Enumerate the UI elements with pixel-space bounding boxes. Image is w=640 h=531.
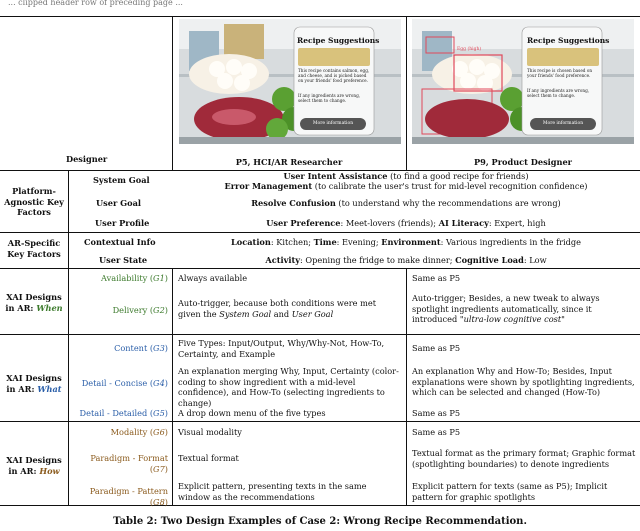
group-what: XAI Designs in AR: What — [6, 373, 62, 394]
availability-p9: Same as P5 — [412, 273, 461, 283]
table-caption: Table 2: Two Design Examples of Case 2: Wrong Recipe Recommendation. — [113, 516, 527, 527]
ar-card-hint-p9: If any ingredients are wrong, select them to change. — [527, 88, 590, 98]
group-when: XAI Designs in AR: When — [5, 292, 63, 313]
system-goal-line1: User Intent Assistance (to find a good recipe for friends) — [283, 171, 529, 181]
row-label-user-profile: User Profile — [95, 218, 150, 228]
group-how: XAI Designs in AR: How — [6, 455, 62, 476]
row-label-delivery: Delivery (G2) — [112, 305, 168, 315]
clipped-top-text: ... clipped header row of preceding page ... — [8, 0, 183, 7]
row-label-contextual-info: Contextual Info — [84, 237, 156, 247]
ar-card-body-p5: This recipe contains salmon, egg, and cheese, and is picked based on your friends' food preference. — [298, 68, 370, 83]
row-label-detail-concise: Detail - Concise (G4) — [81, 378, 168, 388]
paradigm-pattern-p5: Explicit pattern, presenting texts in the same window as the recommendations — [178, 481, 367, 502]
group-platform-agnostic: Platform-Agnostic Key Factors — [4, 186, 64, 217]
user-state-value: Activity: Opening the fridge to make dinner; Cognitive Load: Low — [265, 255, 547, 265]
group-ar-specific: AR-Specific Key Factors — [7, 238, 61, 259]
row-label-user-goal: User Goal — [96, 198, 141, 208]
modality-p9: Same as P5 — [412, 427, 461, 437]
detail-detailed-p9: Same as P5 — [412, 408, 461, 418]
ar-card-body-p9: This recipe is chosen based on your friends' food preference. — [527, 68, 593, 78]
ar-card-title-p5: Recipe Suggestions — [297, 36, 380, 45]
row-label-paradigm-format: Paradigm - Format (G7) — [90, 453, 168, 474]
delivery-p9: Auto-trigger; Besides, a new tweak to always spotlight ingredients automatically, since it introduced "ultra-low cognitive cost" — [412, 293, 600, 324]
system-goal-line2: Error Management (to calibrate the user's trust for mid-level recognition confidence) — [224, 181, 588, 191]
ar-card-title-p9: Recipe Suggestions — [527, 36, 610, 45]
detail-concise-p9: An explanation Why and How-To; Besides, Input explanations were shown by spotlighting ingredients, which can be selected and changed (How-To) — [412, 366, 635, 397]
header-designer: Designer — [66, 154, 108, 164]
header-p5: P5, HCI/AR Researcher — [235, 157, 343, 167]
detail-concise-p5: An explanation merging Why, Input, Certainty (color-coding to show ingredient with a mid-level confidence), and How-To (selecting ingredients to change) — [178, 366, 399, 408]
paradigm-pattern-p9: Explicit pattern for texts (same as P5); Implicit pattern for graphic spotlights — [412, 481, 608, 502]
detail-detailed-p5: A drop down menu of the five types — [178, 408, 326, 418]
contextual-info-value: Location: Kitchen; Time: Evening; Environment: Various ingredients in the fridge — [231, 237, 581, 247]
row-label-detail-detailed: Detail - Detailed (G5) — [79, 408, 168, 418]
row-label-user-state: User State — [99, 255, 148, 265]
row-label-availability: Availability (G1) — [101, 273, 168, 283]
row-label-system-goal: System Goal — [93, 175, 150, 185]
ar-card-hint-p5: If any ingredients are wrong, select them to change. — [298, 93, 361, 103]
availability-p5: Always available — [178, 273, 248, 283]
row-label-modality: Modality (G6) — [110, 427, 168, 437]
ar-more-info-button-p9[interactable]: More information — [530, 118, 596, 130]
ar-spotlight-tag-p9[interactable]: Egg (high) — [457, 47, 482, 52]
ar-more-info-button-p5[interactable]: More information — [300, 118, 366, 130]
paradigm-format-p9: Textual format as the primary format; Graphic format (spotlighting boundaries) to denote ingredients — [412, 448, 636, 469]
content-p5: Five Types: Input/Output, Why/Why-Not, How-To, Certainty, and Example — [178, 338, 385, 359]
row-label-content: Content (G3) — [114, 343, 168, 353]
delivery-p5: Auto-trigger, because both conditions were met given the System Goal and User Goal — [178, 298, 377, 319]
row-label-paradigm-pattern: Paradigm - Pattern (G8) — [89, 486, 168, 507]
modality-p5: Visual modality — [178, 427, 242, 437]
content-p9: Same as P5 — [412, 343, 461, 353]
user-goal-value: Resolve Confusion (to understand why the recommendations are wrong) — [251, 198, 561, 208]
header-p9: P9, Product Designer — [473, 157, 572, 167]
user-profile-value: User Preference: Meet-lovers (friends); AI Literacy: Expert, high — [266, 218, 546, 228]
paradigm-format-p5: Textual format — [178, 453, 239, 463]
